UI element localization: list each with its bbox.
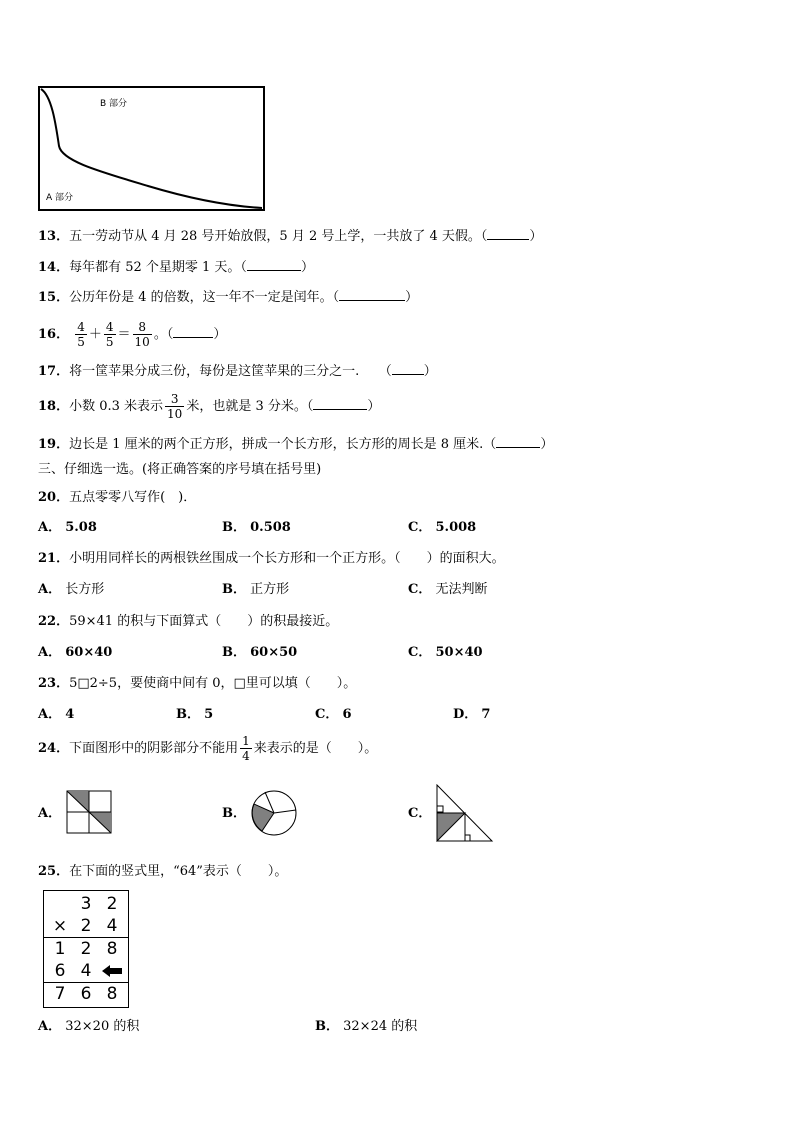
fraction-4-5-a: $\frac{4}{5}$: [77, 320, 85, 349]
question-14: 14．每年都有 52 个星期零 1 天。（ ）: [38, 260, 314, 275]
question-23: 23．5□2÷5，要使商中间有 0，□里可以填（ ）。: [38, 676, 357, 691]
q24-option-b[interactable]: B．: [222, 806, 246, 821]
q22-option-c[interactable]: C． 50×40: [408, 645, 483, 660]
question-16: 16． $\frac{4}{5}$ ＋ $\frac{4}{5}$ ＝ $\frac{8}{10}$ 。（ ）: [38, 320, 227, 349]
question-19: 19．边长是 1 厘米的两个正方形，拼成一个长方形，长方形的周长是 8 厘米.（ ）: [38, 437, 554, 452]
question-20: 20．五点零零八写作( )．: [38, 490, 197, 505]
answer-blank-13[interactable]: [487, 227, 529, 240]
calc-row-4: 6 4: [44, 960, 128, 983]
q20-option-b[interactable]: B． 0.508: [222, 520, 291, 535]
question-18: 18．小数 0.3 米表示 $\frac{3}{10}$ 米，也就是 3 分米。（ ）: [38, 392, 381, 421]
q23-option-b[interactable]: B． 5: [176, 707, 214, 722]
answer-blank-16[interactable]: [173, 325, 213, 338]
label-a: A 部分: [46, 193, 74, 203]
vertical-multiplication: [43, 890, 129, 1008]
q20-option-a[interactable]: A． 5.08: [38, 520, 97, 535]
q21-option-a[interactable]: A． 长方形: [38, 582, 105, 597]
fraction-1-4: $\frac{1}{4}$: [242, 734, 250, 763]
calc-row-2: × 2 4: [44, 915, 128, 938]
answer-blank-15[interactable]: [339, 288, 405, 301]
fraction-8-10: $\frac{8}{10}$: [134, 320, 150, 349]
q23-option-d[interactable]: D． 7: [453, 707, 491, 722]
question-22: 22．59×41 的积与下面算式（ ）的积最接近。: [38, 614, 339, 629]
q23-option-a[interactable]: A． 4: [38, 707, 75, 722]
area-figure: [38, 86, 266, 212]
label-b: B 部分: [100, 99, 128, 109]
q25-option-b[interactable]: B． 32×24 的积: [315, 1019, 418, 1034]
fraction-4-5-b: $\frac{4}{5}$: [105, 320, 114, 349]
answer-blank-17[interactable]: [392, 362, 424, 375]
q21-option-c[interactable]: C． 无法判断: [408, 582, 488, 597]
question-24: 24．下面图形中的阴影部分不能用 $\frac{1}{4}$ 来表示的是（ ）。: [38, 734, 378, 763]
question-15: 15．公历年份是 4 的倍数，这一年不一定是闰年。（ ）: [38, 290, 419, 305]
question-13: 13．五一劳动节从 4 月 28 号开始放假，5 月 2 号上学，一共放了 4 天假。（ ）: [38, 229, 543, 244]
calc-row-5: 7 6 8: [54, 984, 118, 1004]
arrow-left-icon: [102, 965, 122, 977]
answer-blank-19[interactable]: [496, 435, 540, 448]
question-25: 25．在下面的竖式里，“64”表示（ ）。: [38, 864, 288, 879]
shape-a-square[interactable]: [66, 790, 112, 834]
q20-option-c[interactable]: C． 5.008: [408, 520, 477, 535]
shape-b-circle[interactable]: [250, 790, 298, 836]
answer-blank-18[interactable]: [313, 397, 367, 410]
section-3-heading: 三、仔细选一选。(将正确答案的序号填在括号里): [38, 462, 322, 477]
q22-option-b[interactable]: B． 60×50: [222, 645, 298, 660]
q21-option-b[interactable]: B． 正方形: [222, 582, 290, 597]
q23-option-c[interactable]: C． 6: [315, 707, 352, 722]
q25-option-a[interactable]: A． 32×20 的积: [38, 1019, 140, 1034]
fraction-3-10: $\frac{3}{10}$: [167, 392, 183, 421]
question-17: 17．将一筐苹果分成三份，每份是这筐苹果的三分之一. （ ）: [38, 364, 437, 379]
q24-option-c[interactable]: C．: [408, 806, 432, 821]
answer-blank-14[interactable]: [247, 258, 301, 271]
q22-option-a[interactable]: A． 60×40: [38, 645, 113, 660]
calc-row-1: 3 2: [80, 894, 118, 914]
question-21: 21．小明用同样长的两根铁丝围成一个长方形和一个正方形。（ ）的面积大。: [38, 551, 505, 566]
shape-c-triangle[interactable]: [436, 784, 494, 842]
calc-row-3: 1 2 8: [54, 939, 118, 959]
q24-option-a[interactable]: A．: [38, 806, 62, 821]
